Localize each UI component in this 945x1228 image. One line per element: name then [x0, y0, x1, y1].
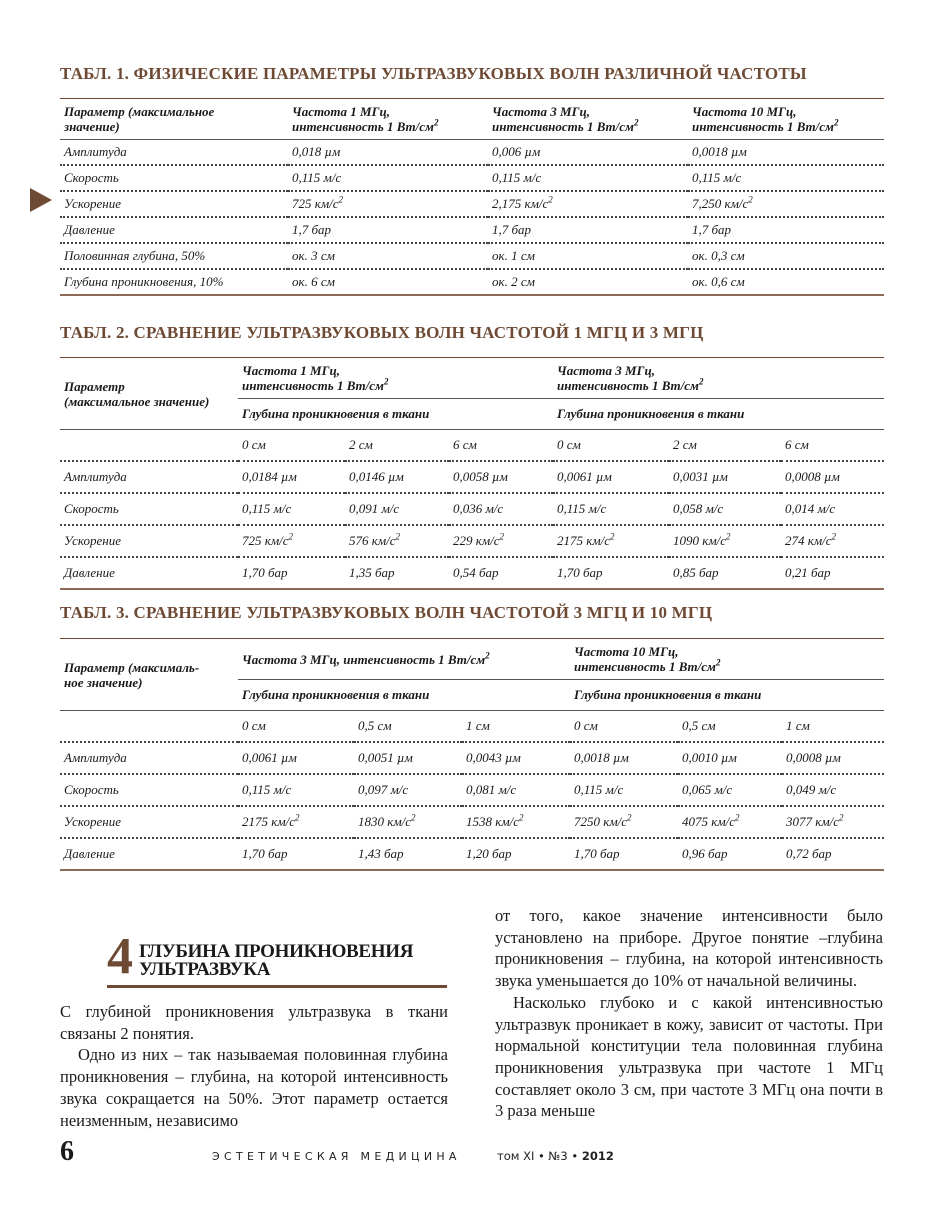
table-row — [60, 243, 884, 269]
depth-group-label: Глубина проникновения в ткани — [238, 680, 570, 711]
table-cell: 0,54 бар — [449, 557, 553, 589]
table3-title: ТАБЛ. 3. СРАВНЕНИЕ УЛЬТРАЗВУКОВЫХ ВОЛН ЧАСТОТОЙ 3 МГЦ И 10 МГЦ — [60, 603, 713, 622]
table-header-row — [60, 358, 884, 399]
table-row — [60, 191, 884, 217]
table2 — [60, 357, 884, 590]
issue-year: 2012 — [581, 1149, 614, 1163]
depth-value: 0 см — [238, 430, 345, 462]
table-row — [60, 774, 884, 806]
section-heading — [107, 928, 447, 988]
table-cell: 0,96 бар — [678, 838, 782, 870]
row-label: Амплитуда — [60, 461, 238, 493]
table-cell: 2175 $км/с^2$ — [553, 525, 669, 557]
body-column-right — [495, 905, 883, 1122]
table-cell: 0,036 м/с — [449, 493, 553, 525]
depth-group-label: Глубина проникновения в ткани — [238, 399, 553, 430]
paragraph: С глубиной проникновения ультразвука в ткани связаны 2 понятия. — [60, 1002, 448, 1043]
table-cell: 1538 $км/с^2$ — [462, 806, 570, 838]
table-cell: 1,43 бар — [354, 838, 462, 870]
table-row — [60, 557, 884, 589]
table-row — [60, 140, 884, 166]
row-label: Амплитуда — [60, 140, 288, 166]
depth-group-label: Глубина проникновения в ткани — [553, 399, 884, 430]
table-cell: 0,097 м/с — [354, 774, 462, 806]
table-cell: 7250 $км/с^2$ — [570, 806, 678, 838]
table-cell: 0,006 µм — [488, 140, 688, 166]
page-number: 6 — [60, 1136, 74, 1167]
column-header: Частота 1 МГц, интенсивность 1 $Вт/см^2$ — [288, 99, 488, 140]
table-cell: 0,058 м/с — [669, 493, 781, 525]
table-cell: 1,35 бар — [345, 557, 449, 589]
depth-value: 1 см — [462, 711, 570, 743]
table-row — [60, 806, 884, 838]
table-cell: 1,70 бар — [570, 838, 678, 870]
table-cell: 0,115 м/с — [288, 165, 488, 191]
section-number: 4 — [107, 928, 133, 985]
table-cell: 0,081 м/с — [462, 774, 570, 806]
table-cell: 0,0146 µм — [345, 461, 449, 493]
row-label: Скорость — [60, 493, 238, 525]
table-cell: 1,70 бар — [553, 557, 669, 589]
row-label: Глубина проникновения, 10% — [60, 269, 288, 295]
table-cell: 0,115 м/с — [570, 774, 678, 806]
depth-value: 0,5 см — [678, 711, 782, 743]
row-label: Скорость — [60, 774, 238, 806]
table-row — [60, 461, 884, 493]
table-cell: 0,0010 µм — [678, 742, 782, 774]
paragraph: Насколько глубоко и с какой интенсивностью ультразвук проникает в кожу, зависит от частоты. При нормальной конституции тела половинная глубина проникновения ультразвука при частоте 1 МГц составляет около 3 см, при частоте 3 МГц она почти в 3 раза меньше — [495, 992, 883, 1121]
row-label: Амплитуда — [60, 742, 238, 774]
table-cell: 0,0031 µм — [669, 461, 781, 493]
table3 — [60, 638, 884, 871]
table-cell: 0,21 бар — [781, 557, 884, 589]
depth-value: 1 см — [782, 711, 884, 743]
row-label: Ускорение — [60, 806, 238, 838]
table-cell: 0,049 м/с — [782, 774, 884, 806]
table-row — [60, 742, 884, 774]
table-cell: 4075 $км/с^2$ — [678, 806, 782, 838]
depth-group-label: Глубина проникновения в ткани — [570, 680, 884, 711]
depth-value: 6 см — [781, 430, 884, 462]
table-cell: 0,0061 µм — [238, 742, 354, 774]
column-header: Частота 3 МГц, интенсивность 1 $Вт/см^2$ — [488, 99, 688, 140]
param-header: Параметр (максимальное значение) — [60, 358, 238, 430]
table-row — [60, 217, 884, 243]
depth-value: 0 см — [553, 430, 669, 462]
table-cell: 1830 $км/с^2$ — [354, 806, 462, 838]
table-cell: 0,0008 µм — [782, 742, 884, 774]
table-row — [60, 165, 884, 191]
table-cell: 0,0043 µм — [462, 742, 570, 774]
frequency-group-header: Частота 10 МГц, интенсивность 1 $Вт/см^2$ — [570, 639, 884, 680]
section-title-line1: ГЛУБИНА ПРОНИКНОВЕНИЯ — [139, 941, 414, 962]
depth-value: 6 см — [449, 430, 553, 462]
row-label: Давление — [60, 217, 288, 243]
table-cell: 1,70 бар — [238, 838, 354, 870]
issue-volume: том XI • №3 • — [497, 1149, 582, 1163]
table-cell: 0,115 м/с — [688, 165, 884, 191]
table-cell: 576 $км/с^2$ — [345, 525, 449, 557]
table-cell: 2175 $км/с^2$ — [238, 806, 354, 838]
table-cell: 229 $км/с^2$ — [449, 525, 553, 557]
table1 — [60, 98, 884, 296]
table-cell: ок. 6 см — [288, 269, 488, 295]
table-cell: 0,0184 µм — [238, 461, 345, 493]
table-cell: 1,70 бар — [238, 557, 345, 589]
column-header: Параметр (максимальное значение) — [60, 99, 288, 140]
table-row — [60, 269, 884, 295]
table-cell: 0,065 м/с — [678, 774, 782, 806]
table-cell: 0,85 бар — [669, 557, 781, 589]
row-marker-arrow-icon — [30, 188, 52, 212]
table-header-row — [60, 639, 884, 680]
frequency-group-header: Частота 1 МГц, интенсивность 1 $Вт/см^2$ — [238, 358, 553, 399]
table-cell: 274 $км/с^2$ — [781, 525, 884, 557]
depth-value: 0,5 см — [354, 711, 462, 743]
table-cell: 0,115 м/с — [238, 774, 354, 806]
depth-value: 2 см — [669, 430, 781, 462]
table-cell: 1090 $км/с^2$ — [669, 525, 781, 557]
row-label: Ускорение — [60, 191, 288, 217]
table-cell: 2,175 $км/с^2$ — [488, 191, 688, 217]
table-cell: 0,115 м/с — [553, 493, 669, 525]
table-cell: 725 $км/с^2$ — [288, 191, 488, 217]
table-cell: ок. 1 см — [488, 243, 688, 269]
table-cell: 0,091 м/с — [345, 493, 449, 525]
table-cell: 725 $км/с^2$ — [238, 525, 345, 557]
table-cell: 0,014 м/с — [781, 493, 884, 525]
section-title — [139, 943, 413, 979]
paragraph: от того, какое значение интенсивности было установлено на приборе. Другое понятие –глубина проникновения – глубина, на которой интенсивность звука уменьшается до 10% от начальной величины. — [495, 906, 883, 991]
table-cell: 1,20 бар — [462, 838, 570, 870]
table-row — [60, 525, 884, 557]
row-label: Ускорение — [60, 525, 238, 557]
row-label: Давление — [60, 838, 238, 870]
table-cell: 1,7 бар — [488, 217, 688, 243]
section-title-line2: УЛЬТРАЗВУКА — [139, 959, 271, 980]
table-cell: 0,0018 µм — [570, 742, 678, 774]
depth-values-row — [60, 711, 884, 743]
table-cell: 0,115 м/с — [238, 493, 345, 525]
table-cell: 0,0061 µм — [553, 461, 669, 493]
table-cell: 0,72 бар — [782, 838, 884, 870]
table2-title: ТАБЛ. 2. СРАВНЕНИЕ УЛЬТРАЗВУКОВЫХ ВОЛН ЧАСТОТОЙ 1 МГЦ И 3 МГЦ — [60, 323, 704, 342]
table-cell: ок. 2 см — [488, 269, 688, 295]
table-cell: 0,0051 µм — [354, 742, 462, 774]
table-cell: 3077 $км/с^2$ — [782, 806, 884, 838]
table-cell: 0,0008 µм — [781, 461, 884, 493]
param-header: Параметр (максималь- ное значение) — [60, 639, 238, 711]
table-cell: 0,018 µм — [288, 140, 488, 166]
table-cell: 1,7 бар — [288, 217, 488, 243]
frequency-group-header: Частота 3 МГц, интенсивность 1 $Вт/см^2$ — [553, 358, 884, 399]
table-cell: 0,0058 µм — [449, 461, 553, 493]
row-label: Половинная глубина, 50% — [60, 243, 288, 269]
table-cell: 0,0018 µм — [688, 140, 884, 166]
table-header-row — [60, 99, 884, 140]
table-cell: 1,7 бар — [688, 217, 884, 243]
depth-value: 0 см — [570, 711, 678, 743]
table-row — [60, 493, 884, 525]
column-header: Частота 10 МГц, интенсивность 1 $Вт/см^2$ — [688, 99, 884, 140]
table-cell: 7,250 $км/с^2$ — [688, 191, 884, 217]
table-cell: 0,115 м/с — [488, 165, 688, 191]
issue-info — [497, 1149, 614, 1163]
paragraph: Одно из них – так называемая половинная глубина проникновения – глубина, на которой интенсивность звука сокращается на 50%. Этот параметр остается неизменным, независимо — [60, 1045, 448, 1130]
table-cell: ок. 0,3 см — [688, 243, 884, 269]
body-column-left — [60, 1001, 448, 1131]
depth-value: 2 см — [345, 430, 449, 462]
table-cell: ок. 3 см — [288, 243, 488, 269]
table-cell: ок. 0,6 см — [688, 269, 884, 295]
table1-title: ТАБЛ. 1. ФИЗИЧЕСКИЕ ПАРАМЕТРЫ УЛЬТРАЗВУКОВЫХ ВОЛН РАЗЛИЧНОЙ ЧАСТОТЫ — [60, 64, 807, 83]
depth-values-row — [60, 430, 884, 462]
journal-name: ЭСТЕТИЧЕСКАЯ МЕДИЦИНА — [212, 1150, 461, 1163]
table-row — [60, 838, 884, 870]
row-label: Давление — [60, 557, 238, 589]
depth-value: 0 см — [238, 711, 354, 743]
row-label: Скорость — [60, 165, 288, 191]
frequency-group-header: Частота 3 МГц, интенсивность 1 $Вт/см^2$ — [238, 639, 570, 680]
